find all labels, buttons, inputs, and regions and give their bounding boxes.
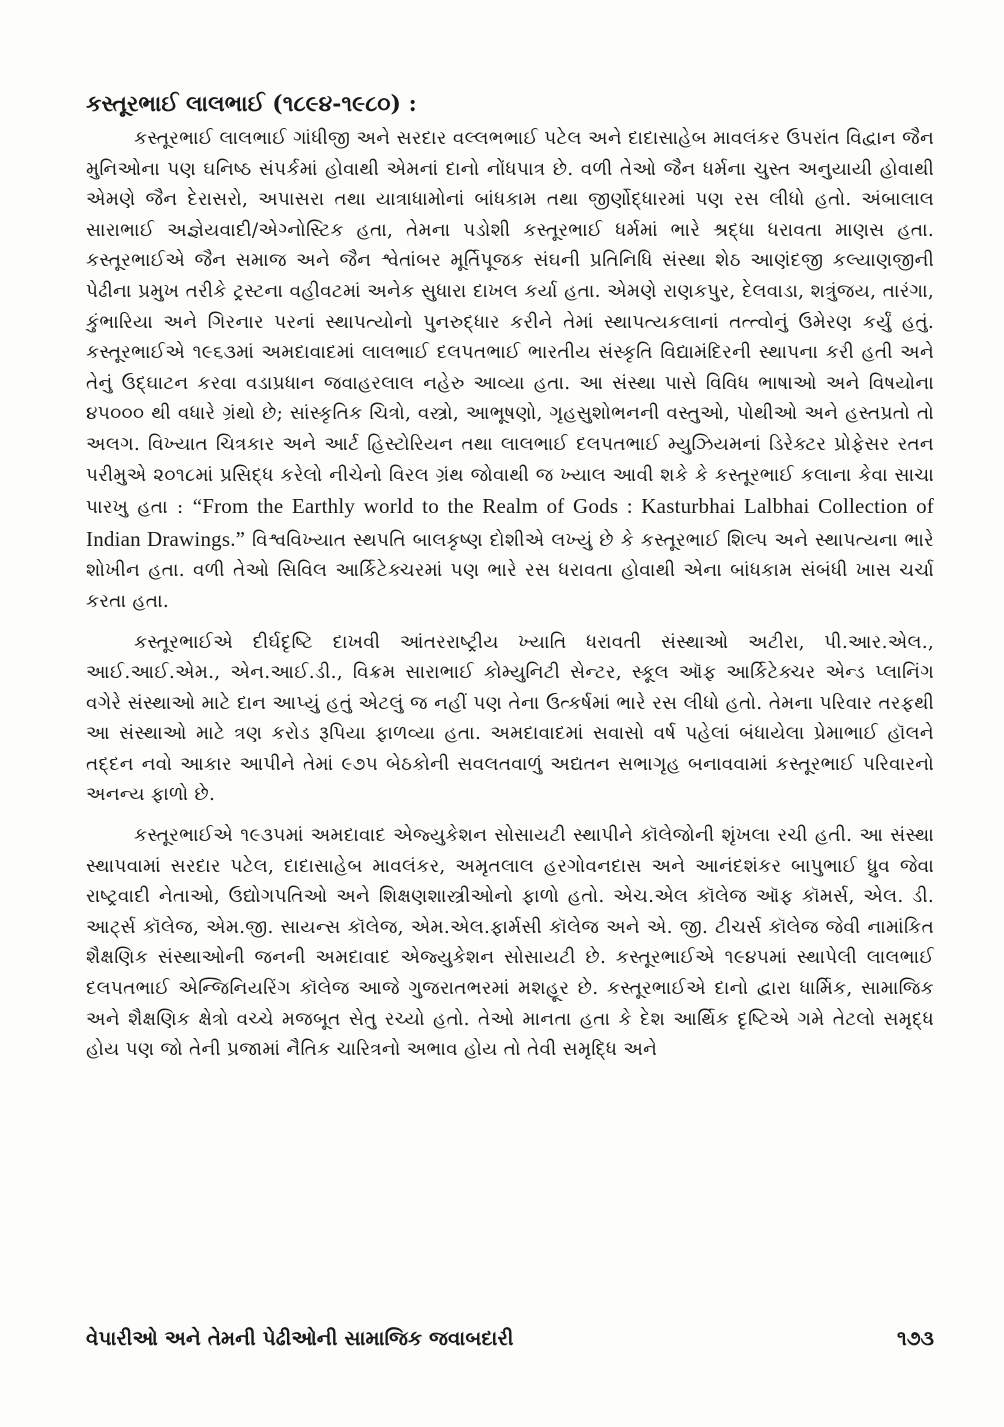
section-heading: કસ્તૂરભાઈ લાલભાઈ (૧૮૯૪-૧૯૮૦) : xyxy=(86,91,417,117)
paragraph-1 xyxy=(86,124,934,618)
page-body xyxy=(86,86,934,1076)
paragraph-1-text-before: કસ્તૂરભાઈ લાલભાઈ ગાંધીજી અને સરદાર વલ્લભભાઈ પટેલ અને દાદાસાહેબ માવલંકર ઉપરાંત વિદ્વાન જૈન મુનિઓના પણ ઘનિષ્ઠ સંપર્કમાં હોવાથી એમનાં દાનો નોંધપાત્ર છે. વળી તેઓ જૈન ધર્મના ચુસ્ત અનુયાયી હોવાથી એમણે જૈન દેરાસરો, અપાસરા તથા યાત્રાધામોનાં બાંધકામ તથા જીર્ણોદ્ધારમાં પણ રસ લીધો હતો. અંબાલાલ સારાભાઈ અજ્ઞેયવાદી/એગ્નોસ્ટિક હતા, તેમના પડોશી કસ્તૂરભાઈ ધર્મમાં ભારે શ્રદ્ધા ધરાવતા માણસ હતા. કસ્તૂરભાઈએ જૈન સમાજ અને જૈન શ્વેતાંબર મૂર્તિપૂજક સંઘની પ્રતિનિધિ સંસ્થા શેઠ આણંદજી કલ્યાણજીની પેઢીના પ્રમુખ તરીકે ટ્રસ્ટના વહીવટમાં અનેક સુધારા દાખલ કર્યા હતા. એમણે રાણકપુર, દેલવાડા, શત્રુંજય, તારંગા, કુંભારિયા અને ગિરનાર પરનાં સ્થાપત્યોનો પુનરુદ્ધાર કરીને તેમાં સ્થાપત્યકલાનાં તત્ત્વોનું ઉમેરણ કર્યું હતું. કસ્તૂરભાઈએ ૧૯૬૩માં અમદાવાદમાં લાલભાઈ દલપતભાઈ ભારતીય સંસ્કૃતિ વિદ્યામંદિરની સ્થાપના કરી હતી અને તેનું ઉદ્ઘાટન કરવા વડાપ્રધાન જવાહરલાલ નહેરુ આવ્યા હતા. આ સંસ્થા પાસે વિવિધ ભાષાઓ અને વિષયોના ૪૫૦૦૦ થી વધારે ગ્રંથો છે; સાંસ્કૃતિક ચિત્રો, વસ્ત્રો, આભૂષણો, ગૃહસુશોભનની વસ્તુઓ, પોથીઓ અને હસ્તપ્રતો તો અલગ. વિખ્યાત ચિત્રકાર અને આર્ટ હિસ્ટોરિયન તથા લાલભાઈ દલપતભાઈ મ્યુઝિયમનાં ડિરેક્ટર પ્રોફેસર રતન પરીમુએ ૨૦૧૮માં પ્રસિદ્ધ કરેલો નીચેનો વિરલ ગ્રંથ જોવાથી જ ખ્યાલ આવી શકે કે કસ્તૂરભાઈ કલાના કેવા સાચા પારખુ હતા : xyxy=(86,128,935,519)
page-footer xyxy=(86,1326,934,1362)
book-title-quote: “From the Earthly world to the Realm of Gods : Kasturbhai Lalbhai Collection of Indian Drawings.” xyxy=(86,494,934,551)
paragraph-1-text-after: વિશ્વવિખ્યાત સ્થપતિ બાલકૃષ્ણ દોશીએ લખ્યું છે કે કસ્તૂરભાઈ શિલ્પ અને સ્થાપત્યના ભારે શોખીન હતા. વળી તેઓ સિવિલ આર્કિટેક્ચરમાં પણ ભારે રસ ધરાવતા હોવાથી એના બાંધકામ સંબંધી ખાસ ચર્ચા કરતા હતા. xyxy=(86,529,934,612)
page-number: ૧૭૩ xyxy=(896,1326,934,1350)
paragraph-2: કસ્તૂરભાઈએ દીર્ઘદૃષ્ટિ દાખવી આંતરરાષ્ટ્રીય ખ્યાતિ ધરાવતી સંસ્થાઓ અટીરા, પી.આર.એલ., આઈ.આઈ.એમ., એન.આઈ.ડી., વિક્રમ સારાભાઈ કોમ્યુનિટી સેન્ટર, સ્કૂલ ઑફ આર્કિટેક્ચર એન્ડ પ્લાનિંગ વગેરે સંસ્થાઓ માટે દાન આપ્યું હતું એટલું જ નહીં પણ તેના ઉત્કર્ષમાં ભારે રસ લીધો હતો. તેમના પરિવાર તરફથી આ સંસ્થાઓ માટે ત્રણ કરોડ રૂપિયા ફાળવ્યા હતા. અમદાવાદમાં સવાસો વર્ષ પહેલાં બંધાયેલા પ્રેમાભાઈ હૉલને તદ્દન નવો આકાર આપીને તેમાં ૯૭૫ બેઠકોની સવલતવાળું અદ્યતન સભાગૃહ બનાવવામાં કસ્તૂરભાઈ પરિવારનો અનન્ય ફાળો છે. xyxy=(86,631,934,806)
running-footer-title: વેપારીઓ અને તેમની પેઢીઓની સામાજિક જવાબદારી xyxy=(86,1326,514,1350)
paragraph-3: કસ્તૂરભાઈએ ૧૯૩૫માં અમદાવાદ એજ્યુકેશન સોસાયટી સ્થાપીને કૉલેજોની શૃંખલા રચી હતી. આ સંસ્થા સ્થાપવામાં સરદાર પટેલ, દાદાસાહેબ માવલંકર, અમૃતલાલ હરગોવનદાસ અને આનંદશંકર બાપુભાઈ ધ્રુવ જેવા રાષ્ટ્રવાદી નેતાઓ, ઉદ્યોગપતિઓ અને શિક્ષણશાસ્ત્રીઓનો ફાળો હતો. એચ.એલ કૉલેજ ઑફ કૉમર્સ, એલ. ડી. આર્ટ્સ કૉલેજ, એમ.જી. સાયન્સ કૉલેજ, એમ.એલ.ફાર્મસી કૉલેજ અને એ. જી. ટીચર્સ કૉલેજ જેવી નામાંકિત શૈક્ષણિક સંસ્થાઓની જનની અમદાવાદ એજ્યુકેશન સોસાયટી છે. કસ્તૂરભાઈએ ૧૯૪૫માં સ્થાપેલી લાલભાઈ દલપતભાઈ એન્જિનિયરિંગ કૉલેજ આજે ગુજરાતભરમાં મશહૂર છે. કસ્તૂરભાઈએ દાનો દ્વારા ધાર્મિક, સામાજિક અને શૈક્ષણિક ક્ષેત્રો વચ્ચે મજબૂત સેતુ રચ્યો હતો. તેઓ માનતા હતા કે દેશ આર્થિક દૃષ્ટિએ ગમે તેટલો સમૃદ્ધ હોય પણ જો તેની પ્રજામાં નૈતિક ચારિત્રનો અભાવ હોય તો તેવી સમૃદ્ધિ અને xyxy=(86,825,934,1061)
